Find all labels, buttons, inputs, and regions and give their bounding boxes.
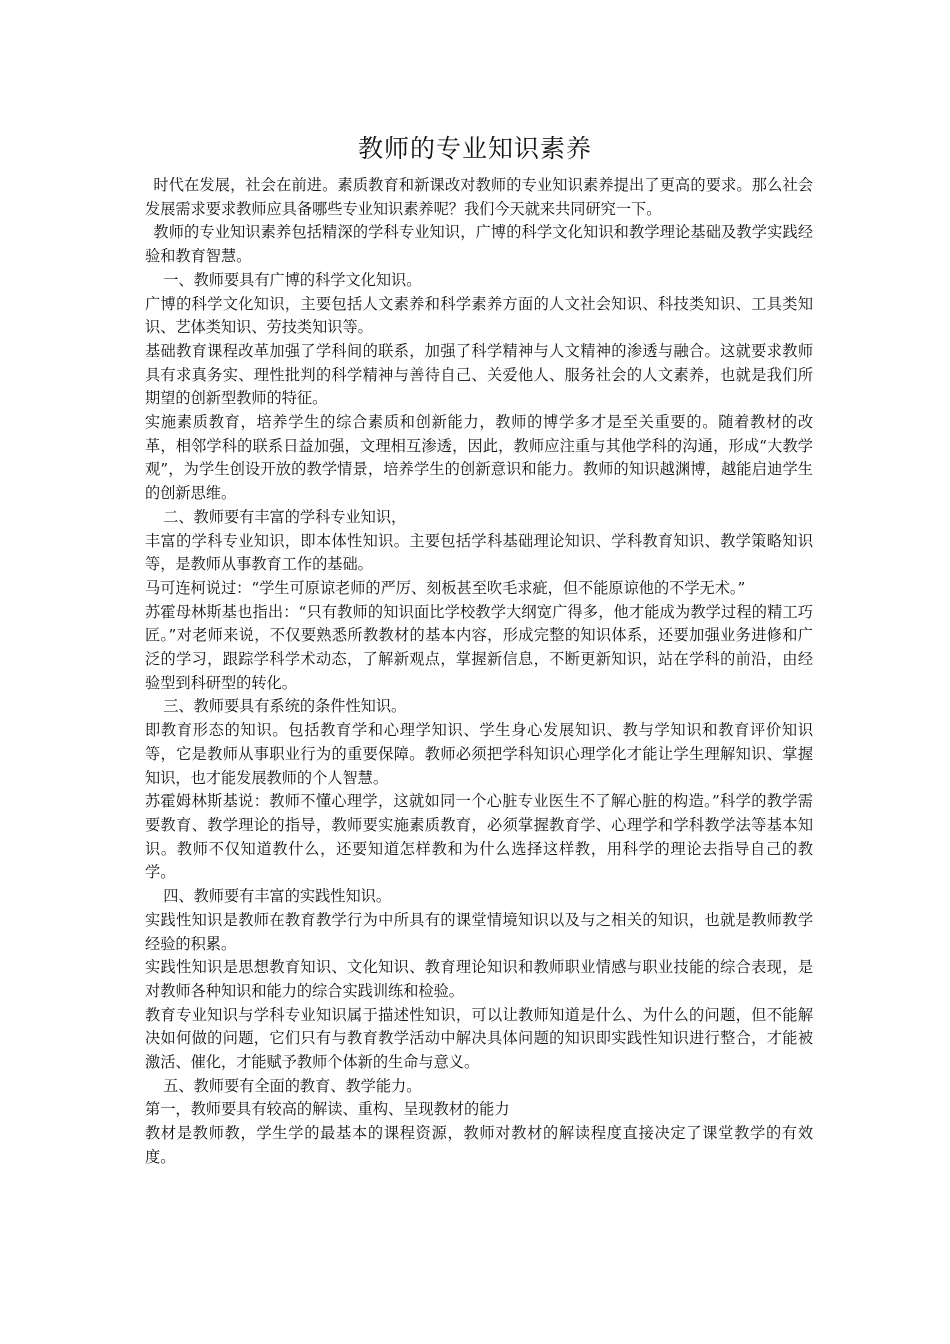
paragraph: 时代在发展，社会在前进。素质教育和新课改对教师的专业知识素养提出了更高的要求。那么社会发展需求要求教师应具备哪些专业知识素养呢？我们今天就来共同研究一下。 (145, 176, 813, 218)
paragraph: 苏霍姆林斯基说：教师不懂心理学，这就如同一个心脏专业医生不了解心脏的构造。”科学的教学需要教育、教学理论的指导，教师要实施素质教育，必须掌握教育学、心理学和学科教学法等基本知识。教师不仅知道教什么，还要知道怎样教和为什么选择这样教，用科学的理论去指导自己的教学。 (145, 792, 813, 882)
paragraph: 教材是教师教，学生学的最基本的课程资源，教师对教材的解读程度直接决定了课堂教学的有效度。 (145, 1124, 813, 1166)
paragraph: 丰富的学科专业知识，即本体性知识。主要包括学科基础理论知识、学科教育知识、教学策略知识等，是教师从事教育工作的基础。 (145, 531, 813, 574)
paragraph: 教育专业知识与学科专业知识属于描述性知识，可以让教师知道是什么、为什么的问题，但不能解决如何做的问题，它们只有与教育教学活动中解决具体问题的知识即实践性知识进行整合，才能被激活、催化，才能赋予教师个体新的生命与意义。 (145, 1005, 813, 1072)
paragraph: 教师的专业知识素养包括精深的学科专业知识，广博的科学文化知识和教学理论基础及教学实践经验和教育智慧。 (145, 223, 813, 266)
paragraph: 实践性知识是教师在教育教学行为中所具有的课堂情境知识以及与之相关的知识，也就是教师教学经验的积累。 (145, 910, 813, 953)
section-heading: 一、教师要具有广博的科学文化知识。 (163, 270, 422, 289)
document-title: 教师的专业知识素养 (357, 134, 592, 163)
paragraph: 马可连柯说过：“学生可原谅老师的严厉、刻板甚至吹毛求疵，但不能原谅他的不学无术。” (145, 578, 746, 597)
paragraph: 第一，教师要具有较高的解读、重构、呈现教材的能力 (145, 1100, 510, 1119)
section-heading: 五、教师要有全面的教育、教学能力。 (163, 1076, 422, 1095)
paragraph: 苏霍母林斯基也指出：“只有教师的知识面比学校教学大纲宽广得多，他才能成为教学过程的精工巧匠。”对老师来说，不仅要熟悉所教教材的基本内容，形成完整的知识体系，还要加强业务进修和广泛的学习，跟踪学科学术动态，了解新观点，掌握新信息，不断更新知识，站在学科的前沿，由经验型到科研型的转化。 (145, 602, 813, 692)
section-heading: 三、教师要具有系统的条件性知识。 (163, 697, 407, 716)
paragraph: 实践性知识是思想教育知识、文化知识、教育理论知识和教师职业情感与职业技能的综合表现，是对教师各种知识和能力的综合实践训练和检验。 (145, 958, 813, 1000)
paragraph: 基础教育课程改革加强了学科间的联系，加强了科学精神与人文精神的渗透与融合。这就要求教师具有求真务实、理性批判的科学精神与善待自己、关爱他人、服务社会的人文素养，也就是我们所期望的创新型教师的特征。 (145, 341, 813, 408)
paragraph: 广博的科学文化知识，主要包括人文素养和科学素养方面的人文社会知识、科技类知识、工具类知识、艺体类知识、劳技类知识等。 (145, 294, 813, 337)
section-heading: 四、教师要有丰富的实践性知识。 (163, 887, 392, 906)
paragraph: 即教育形态的知识。包括教育学和心理学知识、学生身心发展知识、教与学知识和教育评价知识等，它是教师从事职业行为的重要保障。教师必须把学科知识心理学化才能让学生理解知识、掌握知识，也才能发展教师的个人智慧。 (145, 721, 813, 787)
paragraph: 实施素质教育，培养学生的综合素质和创新能力，教师的博学多才是至关重要的。随着教材的改革，相邻学科的联系日益加强，文理相互渗透，因此，教师应注重与其他学科的沟通，形成“大教学观”，为学生创设开放的教学情景，培养学生的创新意识和能力。教师的知识越渊博，越能启迪学生的创新思维。 (145, 413, 813, 503)
document-body (145, 174, 813, 1170)
section-heading: 二、教师要有丰富的学科专业知识， (163, 507, 407, 526)
